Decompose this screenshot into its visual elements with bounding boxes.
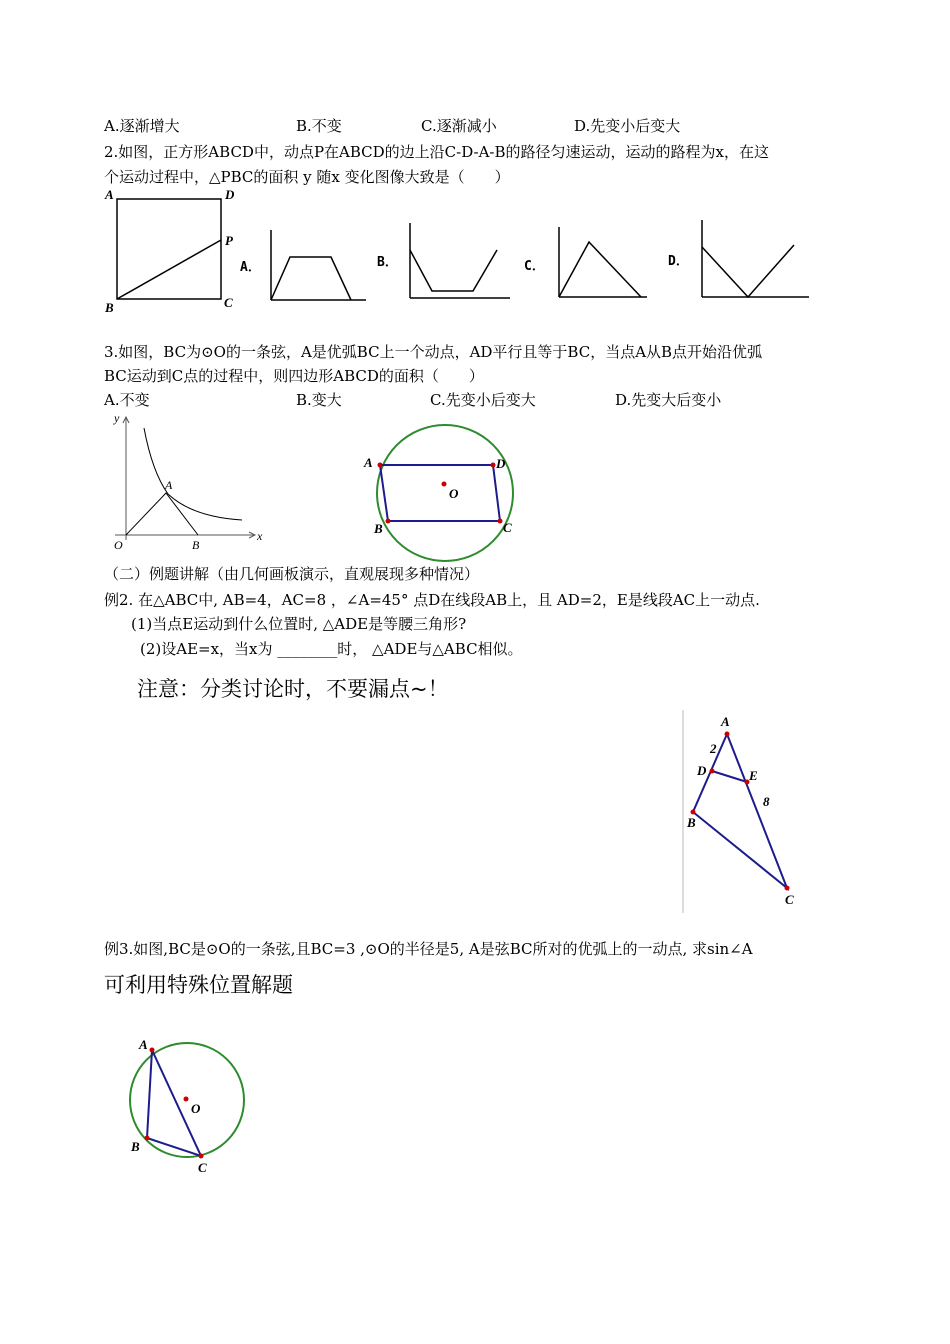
q2-text-line2: 个运动过程中，△PBC的面积 y 随x 变化图像大致是（ ） (104, 168, 510, 186)
square-label-p: P (225, 233, 233, 248)
q2-graph-a (236, 225, 371, 305)
ex2-label-2: 2 (710, 741, 717, 756)
ex3-circle-figure (125, 1035, 255, 1180)
q1-option-c: C.逐渐减小 (421, 117, 497, 135)
ex2-label-c: C (785, 892, 794, 907)
ex3-hint: 可利用特殊位置解题 (104, 973, 293, 997)
q2-graph-b (375, 218, 515, 303)
ex2-label-a: A (721, 714, 730, 729)
ex2-label-d: D (697, 763, 707, 778)
q1-option-a: A.逐渐增大 (104, 117, 180, 135)
hyperbola-x-label: x (257, 529, 263, 543)
q3-option-d: D.先变大后变小 (615, 391, 722, 409)
ex2-text-line1: 例2. 在△ABC中, AB=4，AC=8 ，∠A=45° 点D在线段AB上，且 AD=2，E是线段AC上一动点. (104, 591, 760, 609)
hyperbola-y-label: y (114, 411, 120, 425)
ex2-question-2: (2)设AE=x，当x为 ________时， △ADE与△ABC相似。 (140, 640, 523, 658)
square-label-a: A (105, 187, 114, 202)
graph-a-label: A． (240, 260, 261, 275)
q3-option-b: B.变大 (296, 391, 342, 409)
hyperbola-b-label: B (192, 538, 200, 552)
ex2-label-e: E (749, 768, 758, 783)
q3-option-a: A.不变 (104, 391, 150, 409)
ex3-text-line1: 例3.如图,BC是⊙O的一条弦,且BC=3 ,⊙O的半径是5, A是弦BC所对的优弧上的一动点, 求sin∠A (104, 940, 753, 958)
ex3-label-c: C (198, 1160, 207, 1175)
q3-text-line1: 3.如图，BC为⊙O的一条弦，A是优弧BC上一个动点，AD平行且等于BC，当点A从B点开始沿优弧 (104, 343, 763, 361)
ex2-question-1: (1)当点E运动到什么位置时, △ADE是等腰三角形? (131, 615, 467, 633)
ex2-note: 注意：分类讨论时，不要漏点~！ (137, 677, 449, 701)
hyperbola-o-label: O (114, 538, 123, 552)
q3-text-line2: BC运动到C点的过程中，则四边形ABCD的面积（ ） (104, 367, 484, 385)
graph-c-label: C． (524, 259, 545, 274)
ex2-triangle-figure (675, 708, 805, 918)
q2-graph-c (522, 222, 652, 302)
q3-option-c: C.先变小后变大 (430, 391, 536, 409)
q2-graph-d (666, 215, 816, 300)
square-label-d: D (225, 187, 235, 202)
ex2-label-b: B (687, 815, 696, 830)
square-label-b: B (105, 300, 114, 315)
graph-d-label: D． (668, 254, 689, 269)
q3-circle-label-a: A (364, 455, 373, 470)
ex2-label-8: 8 (763, 794, 770, 809)
ex3-label-b: B (131, 1139, 140, 1154)
q3-circle-label-d: D (496, 456, 506, 471)
hyperbola-a-label: A (165, 478, 173, 492)
graph-b-label: B． (377, 255, 398, 270)
ex3-label-a: A (139, 1037, 148, 1052)
q2-text-line1: 2.如图，正方形ABCD中，动点P在ABCD的边上沿C-D-A-B的路径匀速运动，运动的路程为x，在这 (104, 143, 769, 161)
q3-circle-figure (360, 415, 530, 540)
ex3-label-o: O (191, 1101, 201, 1116)
q2-square-figure (100, 185, 245, 315)
q3-circle-label-c: C (503, 520, 512, 535)
square-label-c: C (224, 295, 233, 310)
q3-circle-label-o: O (449, 486, 459, 501)
q1-option-d: D.先变小后变大 (574, 117, 681, 135)
q3-circle-label-b: B (374, 521, 383, 536)
q1-option-b: B.不变 (296, 117, 342, 135)
hyperbola-figure (100, 410, 270, 555)
section-heading: （二）例题讲解（由几何画板演示，直观展现多种情况） (104, 565, 480, 583)
